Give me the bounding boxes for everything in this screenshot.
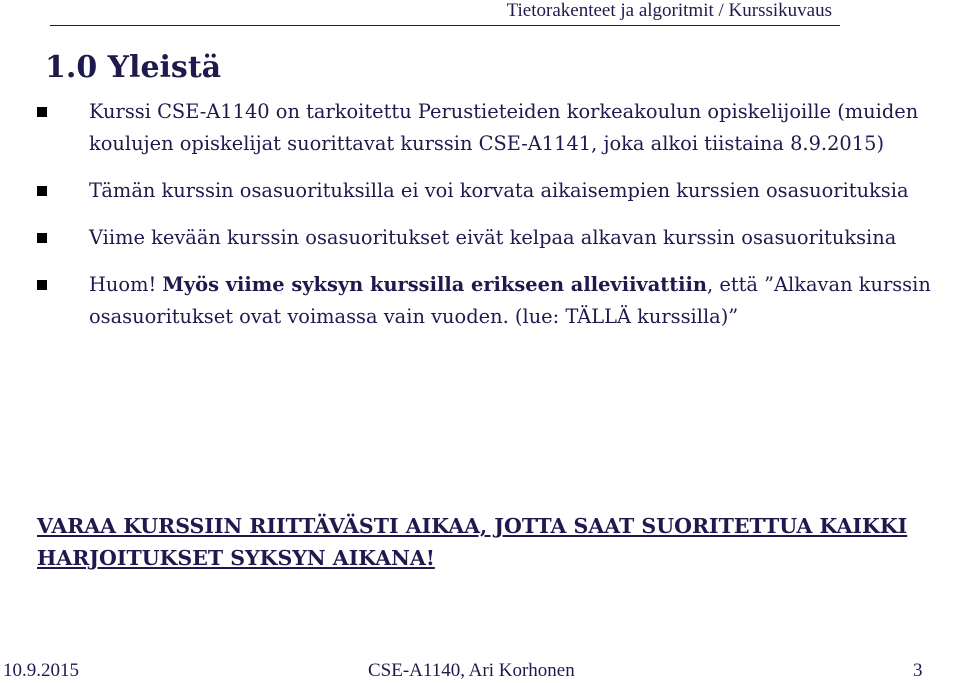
warning-text: VARAA KURSSIIN RIITTÄVÄSTI AIKAA, JOTTA SAAT SUORITETTUA KAIKKI HARJOITUKSET SYKSYN AIKANA! [37, 514, 908, 570]
bullet-text-suffix: , että ”Alkavan kurssin osasuoritukset ovat voimassa vain vuoden. (lue: TÄLLÄ kurssilla)” [89, 273, 931, 328]
bullet-list [37, 96, 957, 348]
header-rule [50, 25, 840, 26]
bullet-item [37, 96, 957, 160]
bullet-item [37, 175, 957, 207]
bullet-text-prefix: Huom! [89, 273, 163, 296]
slide-title: 1.0 Yleistä [45, 50, 222, 85]
bullet-item [37, 269, 957, 333]
bullet-text-emphasis: Myös viime syksyn kurssilla erikseen alleviivattiin [162, 273, 708, 296]
footer-date: 10.9.2015 [3, 660, 79, 681]
square-bullet-icon [37, 233, 47, 243]
bullet-text: Kurssi CSE-A1140 on tarkoitettu Perustieteiden korkeakoulun opiskelijoille (muiden koulujen opiskelijat suorittavat kurssin CSE-A1141, joka alkoi tiistaina 8.9.2015) [89, 100, 919, 155]
header-course-title: Tietorakenteet ja algoritmit / Kurssikuvaus [506, 0, 832, 21]
footer-page-number: 3 [913, 660, 923, 681]
bullet-text: Tämän kurssin osasuorituksilla ei voi korvata aikaisempien kurssien osasuorituksia [89, 179, 909, 202]
bullet-item [37, 222, 957, 254]
square-bullet-icon [37, 107, 47, 117]
footer-course-author: CSE-A1140, Ari Korhonen [368, 660, 575, 681]
bullet-text: Viime kevään kurssin osasuoritukset eivät kelpaa alkavan kurssin osasuorituksina [89, 226, 897, 249]
square-bullet-icon [37, 186, 47, 196]
square-bullet-icon [37, 280, 47, 290]
